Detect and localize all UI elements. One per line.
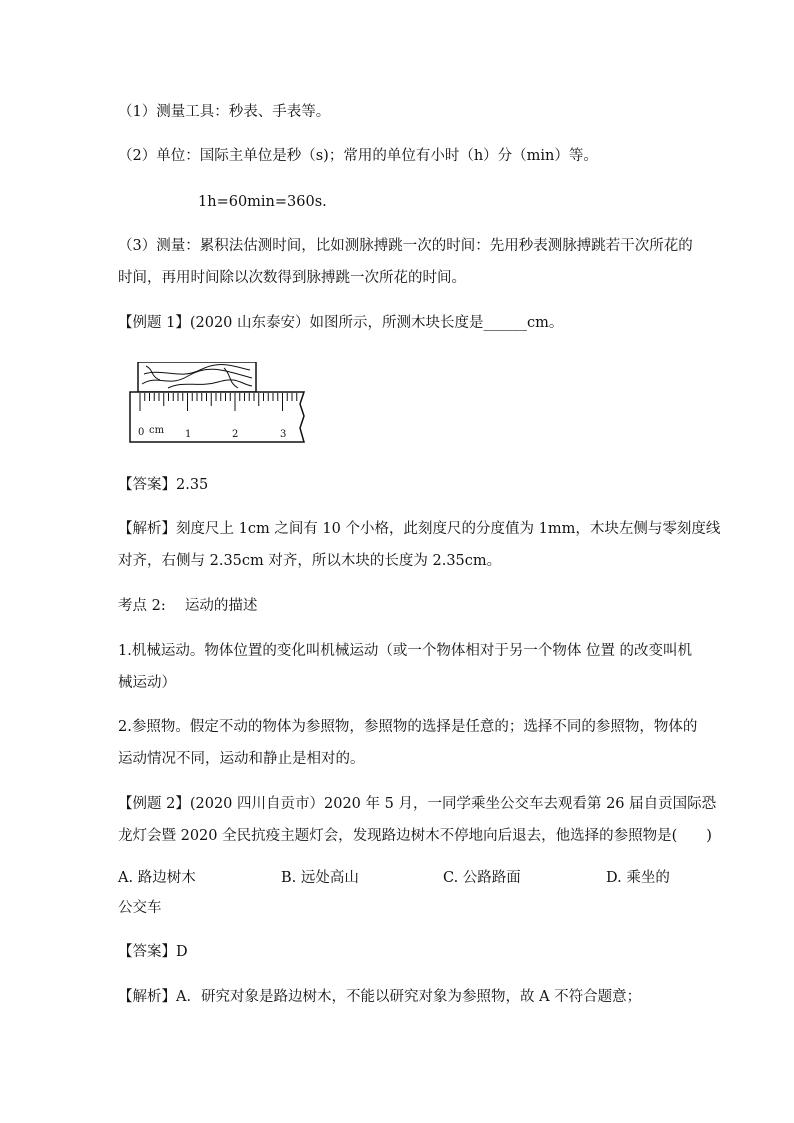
example-2b: 龙灯会暨 2020 全民抗疫主题灯会，发现路边树木不停地向后退去，他选择的参照物是( ) bbox=[118, 828, 712, 844]
options-row bbox=[118, 866, 678, 886]
text-tool: （1）测量工具：秒表、手表等。 bbox=[118, 104, 331, 120]
tick-label-2: 2 bbox=[232, 429, 239, 440]
analysis-1b: 对齐，右侧与 2.35cm 对齐，所以木块的长度为 2.35cm。 bbox=[118, 553, 502, 569]
option-a: A. 路边树木 bbox=[118, 870, 196, 886]
option-c: C. 公路路面 bbox=[443, 870, 521, 886]
unit-label: cm bbox=[149, 425, 165, 436]
point-2-heading: 考点 2: 运动的描述 bbox=[118, 598, 258, 614]
ruler-figure bbox=[128, 362, 308, 444]
option-d: D. 乘坐的 bbox=[606, 870, 670, 886]
tick-label-0: 0 bbox=[138, 427, 145, 438]
tick-label-3: 3 bbox=[280, 429, 287, 440]
option-d-cont: 公交车 bbox=[118, 900, 162, 916]
mechanical-motion-2: 械运动） bbox=[118, 675, 176, 691]
text-measure-1: （3）测量：累积法估测时间，比如测脉搏跳一次的时间：先用秒表测脉搏跳若干次所花的 bbox=[118, 238, 693, 254]
ruler-svg bbox=[128, 362, 308, 444]
example-1: 【例题 1】(2020 山东泰安）如图所示，所测木块长度是______cm。 bbox=[118, 315, 564, 331]
tick-label-1: 1 bbox=[185, 429, 192, 440]
text-formula: 1h=60min=360s. bbox=[198, 194, 327, 210]
answer-1: 【答案】2.35 bbox=[118, 477, 209, 493]
text-unit: （2）单位：国际主单位是秒（s)；常用的单位有小时（h）分（min）等。 bbox=[118, 148, 598, 164]
analysis-2: 【解析】A．研究对象是路边树木，不能以研究对象为参照物，故 A 不符合题意； bbox=[118, 989, 642, 1005]
mechanical-motion-1: 1.机械运动。物体位置的变化叫机械运动（或一个物体相对于另一个物体 位置 的改变叫机 bbox=[118, 643, 693, 659]
reference-2: 运动情况不同，运动和静止是相对的。 bbox=[118, 751, 365, 767]
example-2a: 【例题 2】(2020 四川自贡市）2020 年 5 月，一同学乘坐公交车去观看第 26 届自贡国际恐 bbox=[118, 796, 717, 812]
answer-2: 【答案】D bbox=[118, 944, 188, 960]
reference-1: 2.参照物。假定不动的物体为参照物，参照物的选择是任意的；选择不同的参照物，物体的 bbox=[118, 719, 698, 735]
analysis-1a: 【解析】刻度尺上 1cm 之间有 10 个小格，此刻度尺的分度值为 1mm，木块左侧与零刻度线 bbox=[118, 521, 721, 537]
text-measure-2: 时间，再用时间除以次数得到脉搏跳一次所花的时间。 bbox=[118, 270, 466, 286]
option-b: B. 远处高山 bbox=[281, 870, 359, 886]
